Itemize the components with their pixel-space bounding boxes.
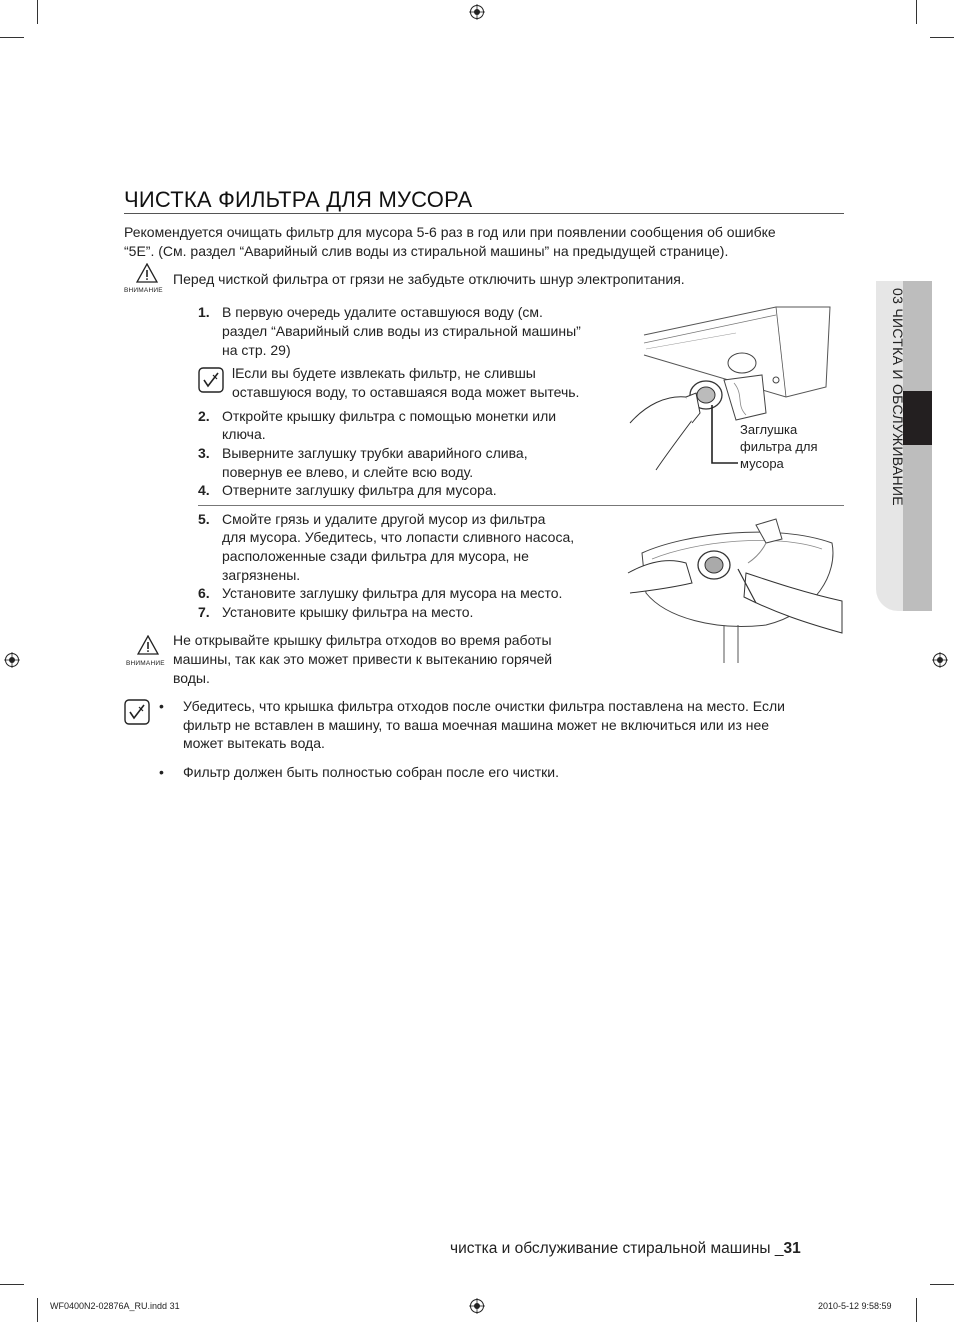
side-tab (903, 281, 932, 611)
page-footer-text: чистка и обслуживание стиральной машины _ (450, 1240, 784, 1257)
warning-text: Не открывайте крышку фильтра отходов во время работы (173, 632, 552, 648)
bullet-dot: • (159, 764, 164, 780)
page-number: 31 (783, 1240, 801, 1257)
crop-mark (0, 1284, 24, 1285)
registration-mark-icon (4, 652, 20, 668)
step-number: 2. (198, 408, 210, 424)
bullet-text: фильтр не вставлен в машину, то ваша моечная машина может не включиться или из нее (183, 717, 770, 733)
timestamp: 2010-5-12 9:58:59 (818, 1301, 892, 1311)
figure-label: Заглушка (740, 422, 798, 437)
bullet-text: Фильтр должен быть полностью собран после его чистки. (183, 764, 560, 780)
note-icon (124, 699, 150, 725)
warning-icon (137, 635, 159, 655)
crop-mark (37, 1298, 38, 1322)
title-rule (124, 213, 844, 214)
step-text: загрязнены. (222, 567, 301, 583)
note-text: lЕсли вы будете извлекать фильтр, не слившы (232, 365, 536, 381)
note-icon (198, 367, 224, 393)
crop-mark (930, 37, 954, 38)
step-text: на стр. 29) (222, 342, 291, 358)
registration-mark-icon (469, 1298, 485, 1314)
side-tab-label: 03 ЧИСТКА И ОБСЛУЖИВАНИЕ (890, 288, 906, 506)
step-text: Выверните заглушку трубки аварийного слива, (222, 445, 528, 461)
side-tab-marker (903, 391, 932, 445)
note-text: оставшуюся воду, то оставшаяся вода может вытечь. (232, 384, 580, 400)
warning-icon (136, 263, 158, 283)
file-info: WF0400N2-02876A_RU.indd 31 (50, 1301, 180, 1311)
bullet-text: может вытекать вода. (183, 735, 325, 751)
step-text: для мусора. Убедитесь, что лопасти сливного насоса, (222, 529, 575, 545)
page-title: ЧИСТКА ФИЛЬТРА ДЛЯ МУСОРА (124, 187, 473, 212)
step-text: Смойте грязь и удалите другой мусор из фильтра (222, 511, 546, 527)
registration-mark-icon (469, 4, 485, 20)
figure-label: фильтра для (740, 439, 818, 454)
step-text: Откройте крышку фильтра с помощью монетки или (222, 408, 557, 424)
warning-label: ВНИМАНИЕ (124, 287, 163, 294)
step-text: В первую очередь удалите оставшуюся воду (см. (222, 304, 543, 320)
crop-mark (0, 37, 24, 38)
intro-line: “5E”. (См. раздел “Аварийный слив воды из стиральной машины” на предыдущей странице). (124, 243, 729, 259)
crop-mark (916, 1298, 917, 1322)
step-number: 4. (198, 482, 210, 498)
step-text: ключа. (222, 426, 266, 442)
step-text: Отверните заглушку фильтра для мусора. (222, 482, 497, 498)
crop-mark (930, 1284, 954, 1285)
filter-washing-illustration (626, 513, 844, 665)
step-text: Установите крышку фильтра на место. (222, 604, 474, 620)
warning-label: ВНИМАНИЕ (126, 660, 165, 667)
step-number: 6. (198, 585, 210, 601)
warning-text: воды. (173, 670, 210, 686)
step-text: Установите заглушку фильтра для мусора на место. (222, 585, 563, 601)
crop-mark (916, 0, 917, 24)
step-text: повернув ее влево, и слейте всю воду. (222, 464, 474, 480)
registration-mark-icon (932, 652, 948, 668)
bullet-text: Убедитесь, что крышка фильтра отходов после очистки фильтра поставлена на место. Если (183, 698, 785, 714)
bullet-dot: • (159, 698, 164, 714)
section-divider (198, 505, 844, 506)
step-number: 7. (198, 604, 210, 620)
step-number: 5. (198, 511, 210, 527)
figure-label: мусора (740, 456, 784, 471)
warning-text: Перед чисткой фильтра от грязи не забудьте отключить шнур электропитания. (173, 271, 685, 287)
warning-text: машины, так как это может привести к вытеканию горячей (173, 651, 553, 667)
intro-line: Рекомендуется очищать фильтр для мусора 5-6 раз в год или при появлении сообщения об ошибке (124, 224, 776, 240)
step-number: 1. (198, 304, 210, 320)
step-text: расположенные сзади фильтра для мусора, не (222, 548, 529, 564)
page-footer (450, 1240, 801, 1258)
step-number: 3. (198, 445, 210, 461)
crop-mark (37, 0, 38, 24)
step-text: раздел “Аварийный слив воды из стиральной машины” (222, 323, 581, 339)
